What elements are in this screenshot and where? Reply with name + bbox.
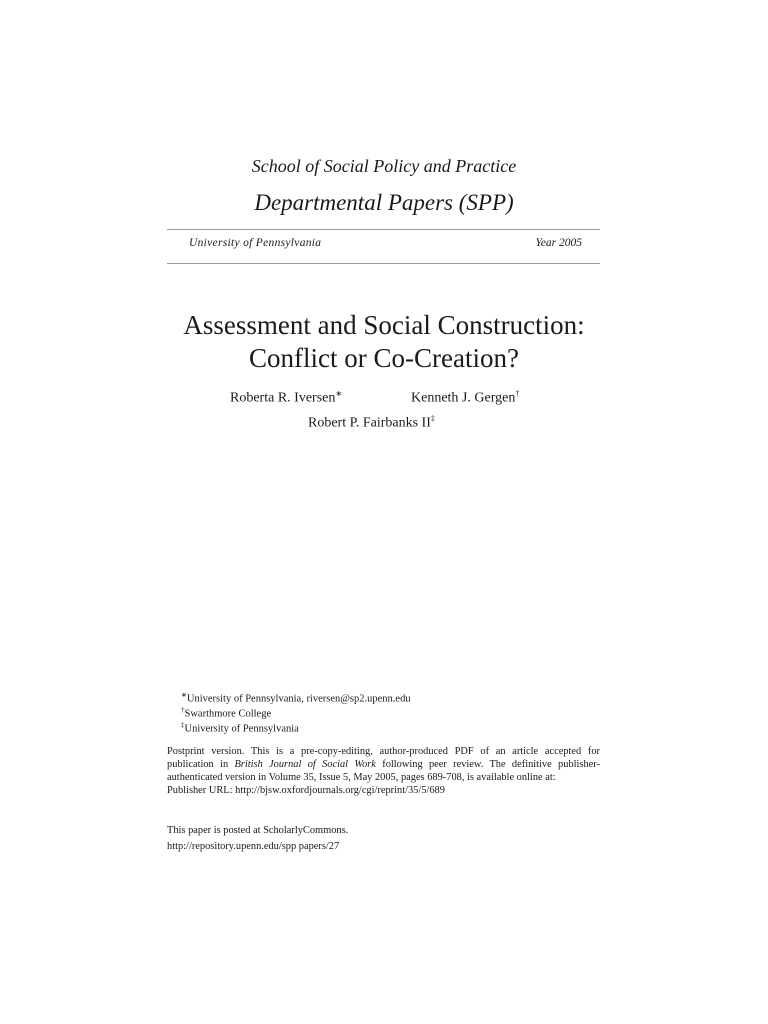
affiliation-1 [181, 691, 411, 705]
affiliation-mark: ‡ [181, 721, 185, 729]
note-text-start: Postprint version. This is a pre-copy-editing, author-produced PDF of an article accepted for publication in [167, 746, 600, 770]
publisher-url[interactable]: Publisher URL: http://bjsw.oxfordjournals.org/cgi/reprint/35/5/689 [167, 785, 445, 796]
title-line-1: Assessment and Social Construction: [183, 310, 585, 340]
repository-link[interactable]: http://repository.upenn.edu/spp papers/27 [167, 841, 340, 852]
author-2 [411, 389, 519, 407]
header-rule-top [167, 229, 600, 230]
author-1 [230, 389, 342, 407]
school-name: School of Social Policy and Practice [251, 156, 517, 176]
author-3 [308, 414, 435, 432]
author-name: Kenneth J. Gergen [411, 390, 516, 406]
affiliation-text: University of Pennsylvania, riversen@sp2.upenn.edu [186, 693, 411, 705]
author-mark: † [515, 389, 520, 398]
affiliation-mark: † [181, 706, 185, 714]
affiliation-text: University of Pennsylvania [184, 723, 299, 735]
title-line-2: Conflict or Co-Creation? [249, 343, 519, 373]
author-mark: ∗ [335, 389, 343, 398]
paper-title [0, 309, 768, 375]
affiliation-3 [181, 721, 299, 735]
header-rule-bottom [167, 263, 600, 264]
journal-name: British Journal of Social Work [234, 759, 376, 770]
affiliation-text: Swarthmore College [184, 708, 272, 720]
postprint-paragraph [167, 745, 600, 784]
postprint-note [167, 745, 600, 797]
affiliation-2 [181, 706, 271, 720]
affiliation-mark: ∗ [181, 691, 187, 699]
posted-statement: This paper is posted at ScholarlyCommons. [167, 825, 349, 836]
publication-year: Year 2005 [535, 237, 582, 249]
note-text-end: following peer review. The definitive publisher-authenticated version in Volume 35, Issue 5, May 2005, pages 689-708, is available online at: [167, 759, 600, 783]
author-mark: ‡ [430, 414, 435, 423]
institution-name: University of Pennsylvania [189, 237, 322, 249]
series-title: Departmental Papers (SPP) [254, 190, 514, 215]
author-name: Roberta R. Iversen [230, 390, 336, 406]
author-name: Robert P. Fairbanks II [308, 415, 431, 431]
